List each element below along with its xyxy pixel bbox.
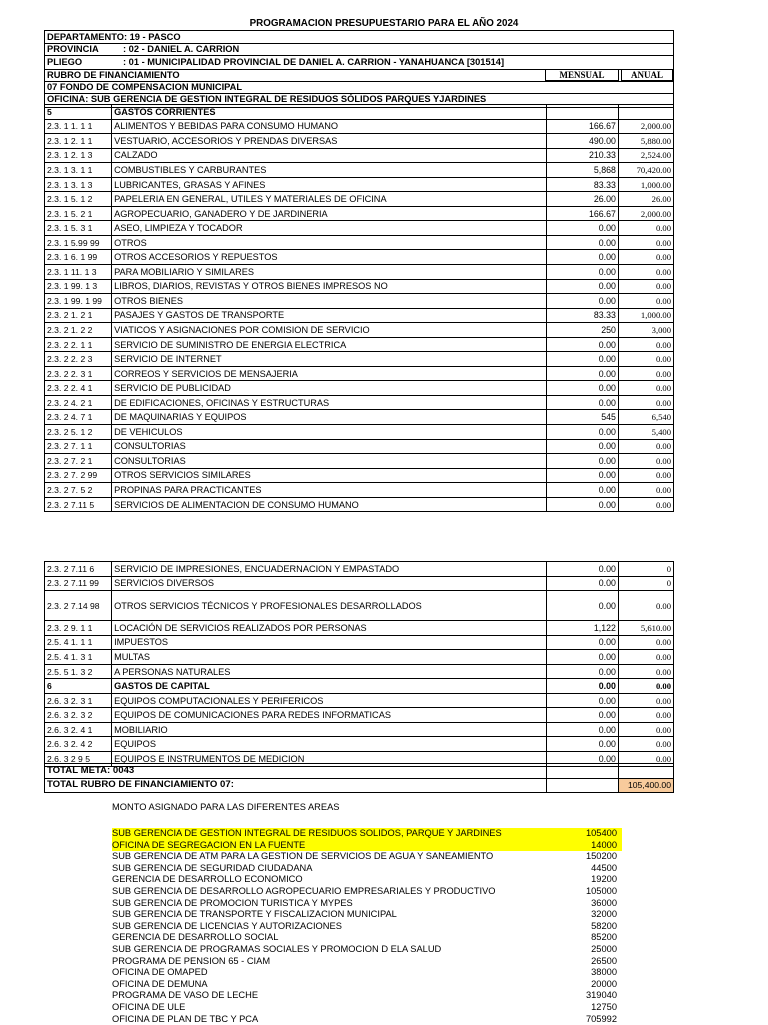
account-code: 2.3. 2 2. 3 1 — [45, 366, 112, 381]
area-amount: 58200 — [591, 921, 617, 933]
account-description: SERVICIOS DE ALIMENTACION DE CONSUMO HUMANO — [112, 497, 547, 512]
area-amount: 105400 — [586, 828, 617, 840]
account-code: 2.6. 3 2. 3 1 — [45, 693, 112, 708]
table-row — [45, 352, 674, 367]
table-row — [45, 265, 674, 280]
table-row — [45, 454, 674, 469]
mensual-value: 0.00 — [546, 250, 618, 265]
mensual-value: 0.00 — [546, 737, 618, 752]
mensual-value: 5,868 — [546, 163, 618, 178]
table-row — [45, 576, 674, 591]
list-item — [112, 874, 622, 886]
table-row — [45, 562, 674, 577]
account-code: 2.5. 5 1. 3 2 — [45, 664, 112, 679]
account-description: EQUIPOS E INSTRUMENTOS DE MEDICION — [112, 752, 547, 767]
account-description: MOBILIARIO — [112, 722, 547, 737]
table-row — [45, 621, 674, 636]
account-code: 2.3. 1 5. 2 1 — [45, 206, 112, 221]
anual-value: 0.00 — [618, 366, 673, 381]
anual-value: 0.00 — [618, 352, 673, 367]
table-row — [45, 250, 674, 265]
area-name: SUB GERENCIA DE TRANSPORTE Y FISCALIZACION MUNICIPAL — [112, 909, 397, 921]
table-row — [45, 279, 674, 294]
list-item — [112, 921, 622, 933]
fondo-label: 07 FONDO DE COMPENSACION MUNICIPAL — [45, 82, 673, 93]
table-row — [45, 664, 674, 679]
area-amount: 19200 — [591, 874, 617, 886]
mensual-value: 0.00 — [546, 752, 618, 767]
area-amount: 44500 — [591, 863, 617, 875]
account-description: ALIMENTOS Y BEBIDAS PARA CONSUMO HUMANO — [112, 119, 547, 134]
anual-value: 0 — [618, 562, 673, 577]
mensual-value: 0.00 — [546, 693, 618, 708]
table-row — [45, 148, 674, 163]
list-item — [112, 979, 622, 991]
total-rubro-label: TOTAL RUBRO DE FINANCIAMIENTO 07: — [45, 778, 547, 793]
mensual-value: 166.67 — [546, 206, 618, 221]
mensual-value: 0.00 — [546, 679, 618, 694]
account-code: 2.3. 2 2. 1 1 — [45, 337, 112, 352]
account-code: 2.3. 2 4. 7 1 — [45, 410, 112, 425]
rubro-label: RUBRO DE FINANCIAMIENTO — [45, 70, 673, 81]
area-name: SUB GERENCIA DE PROGRAMAS SOCIALES Y PROMOCION D ELA SALUD — [112, 944, 441, 956]
account-description: ASEO, LIMPIEZA Y TOCADOR — [112, 221, 547, 236]
anual-value: 0.00 — [618, 497, 673, 512]
pliego-value: : 01 - MUNICIPALIDAD PROVINCIAL DE DANIEL A. CARRION - YANAHUANCA [301514] — [123, 57, 504, 68]
table-row — [45, 410, 674, 425]
anual-value: 0.00 — [618, 635, 673, 650]
table-row — [45, 119, 674, 134]
account-code: 2.5. 4 1. 3 1 — [45, 650, 112, 665]
account-description: OTROS SERVICIOS SIMILARES — [112, 468, 547, 483]
account-code: 6 — [45, 679, 112, 694]
mensual-value: 545 — [546, 410, 618, 425]
list-item — [112, 1014, 622, 1025]
table-row — [45, 425, 674, 440]
anual-header: ANUAL — [621, 69, 673, 81]
anual-value: 0.00 — [618, 737, 673, 752]
anual-value: 1,000.00 — [618, 177, 673, 192]
anual-value: 0.00 — [618, 591, 673, 621]
mensual-value: 0.00 — [546, 708, 618, 723]
account-description: OTROS — [112, 235, 547, 250]
account-code: 2.3. 1 2. 1 1 — [45, 134, 112, 149]
account-description: IMPUESTOS — [112, 635, 547, 650]
anual-value: 26.00 — [618, 192, 673, 207]
anual-value: 0 — [618, 576, 673, 591]
account-description: DE EDIFICACIONES, OFICINAS Y ESTRUCTURAS — [112, 395, 547, 410]
anual-value: 0.00 — [618, 395, 673, 410]
oficina-label: OFICINA: SUB GERENCIA DE GESTION INTEGRAL DE RESIDUOS SÓLIDOS PARQUES YJARDINES — [45, 94, 673, 105]
list-item — [112, 840, 622, 852]
table-row — [45, 294, 674, 309]
area-name: OFICINA DE OMAPED — [112, 967, 208, 979]
account-description: SERVICIO DE IMPRESIONES, ENCUADERNACION Y EMPASTADO — [112, 562, 547, 577]
account-description: EQUIPOS DE COMUNICACIONES PARA REDES INFORMATICAS — [112, 708, 547, 723]
mensual-value: 1,122 — [546, 621, 618, 636]
table-row — [45, 177, 674, 192]
area-amount: 32000 — [591, 909, 617, 921]
account-description: OTROS SERVICIOS TÉCNICOS Y PROFESIONALES DESARROLLADOS — [112, 591, 547, 621]
total-meta-row — [45, 764, 674, 779]
list-item — [112, 863, 622, 875]
anual-value: 0.00 — [618, 693, 673, 708]
area-name: GERENCIA DE DESARROLLO SOCIAL — [112, 932, 278, 944]
anual-value: 0.00 — [618, 679, 673, 694]
mensual-value: 0.00 — [546, 576, 618, 591]
account-code: 2.3. 1 2. 1 3 — [45, 148, 112, 163]
anual-value: 1,000.00 — [618, 308, 673, 323]
mensual-value — [546, 105, 618, 120]
anual-value: 70,420.00 — [618, 163, 673, 178]
table-row — [45, 366, 674, 381]
mensual-value: 0.00 — [546, 468, 618, 483]
anual-value: 0.00 — [618, 664, 673, 679]
account-code: 2.3. 2 1. 2 2 — [45, 323, 112, 338]
anual-value: 0.00 — [618, 221, 673, 236]
account-description: LIBROS, DIARIOS, REVISTAS Y OTROS BIENES IMPRESOS NO — [112, 279, 547, 294]
anual-value: 5,400 — [618, 425, 673, 440]
list-item — [112, 944, 622, 956]
mensual-value: 0.00 — [546, 395, 618, 410]
account-code: 2.3. 2 7. 2 99 — [45, 468, 112, 483]
list-item — [112, 828, 622, 840]
area-amount: 38000 — [591, 967, 617, 979]
anual-value: 0.00 — [618, 468, 673, 483]
anual-value: 2,524.00 — [618, 148, 673, 163]
area-amount: 150200 — [586, 851, 617, 863]
budget-table-2 — [44, 561, 674, 767]
account-description: A PERSONAS NATURALES — [112, 664, 547, 679]
account-code: 2.3. 1 99. 1 99 — [45, 294, 112, 309]
account-description: SERVICIO DE SUMINISTRO DE ENERGIA ELECTRICA — [112, 337, 547, 352]
account-description: EQUIPOS — [112, 737, 547, 752]
account-description: GASTOS DE CAPITAL — [112, 679, 547, 694]
anual-value: 0.00 — [618, 279, 673, 294]
areas-section — [112, 802, 622, 1025]
account-description: DE MAQUINARIAS Y EQUIPOS — [112, 410, 547, 425]
table-row — [45, 439, 674, 454]
area-name: OFICINA DE SEGREGACION EN LA FUENTE — [112, 840, 305, 852]
area-amount: 105000 — [586, 886, 617, 898]
area-amount: 12750 — [591, 1002, 617, 1014]
provincia-value: : 02 - DANIEL A. CARRION — [123, 44, 239, 55]
account-description: MULTAS — [112, 650, 547, 665]
table-row — [45, 337, 674, 352]
table-row — [45, 206, 674, 221]
account-code: 2.3. 1 3. 1 3 — [45, 177, 112, 192]
list-item — [112, 932, 622, 944]
table-row — [45, 192, 674, 207]
table-row — [45, 497, 674, 512]
area-name: OFICINA DE ULE — [112, 1002, 185, 1014]
account-description: GASTOS CORRIENTES — [112, 105, 547, 120]
account-code: 2.3. 2 7. 2 1 — [45, 454, 112, 469]
totals-table — [44, 763, 674, 793]
anual-value: 0.00 — [618, 650, 673, 665]
account-description: CONSULTORIAS — [112, 439, 547, 454]
table-row — [45, 395, 674, 410]
account-description: PROPINAS PARA PRACTICANTES — [112, 483, 547, 498]
mensual-value: 0.00 — [546, 650, 618, 665]
area-name: SUB GERENCIA DE GESTION INTEGRAL DE RESIDUOS SOLIDOS, PARQUE Y JARDINES — [112, 828, 502, 840]
account-description: SERVICIO DE INTERNET — [112, 352, 547, 367]
anual-value: 3,000 — [618, 323, 673, 338]
anual-value: 0.00 — [618, 752, 673, 767]
header-block — [44, 30, 674, 108]
table-row — [45, 483, 674, 498]
table-row — [45, 635, 674, 650]
area-name: PROGRAMA DE VASO DE LECHE — [112, 990, 258, 1002]
area-amount: 705992 — [586, 1014, 617, 1025]
mensual-value: 0.00 — [546, 439, 618, 454]
page-title: PROGRAMACION PRESUPUESTARIO PARA EL AÑO 2024 — [0, 18, 768, 29]
anual-value: 0.00 — [618, 439, 673, 454]
list-item — [112, 898, 622, 910]
account-code: 2.3. 1 11. 1 3 — [45, 265, 112, 280]
list-item — [112, 886, 622, 898]
account-code: 2.3. 1 1. 1 1 — [45, 119, 112, 134]
area-amount: 20000 — [591, 979, 617, 991]
account-description: AGROPECUARIO, GANADERO Y DE JARDINERIA — [112, 206, 547, 221]
mensual-value: 83.33 — [546, 308, 618, 323]
total-meta-label: TOTAL META: 0043 — [45, 764, 547, 779]
list-item — [112, 956, 622, 968]
anual-value: 0.00 — [618, 454, 673, 469]
area-name: SUB GERENCIA DE ATM PARA LA GESTION DE SERVICIOS DE AGUA Y SANEAMIENTO — [112, 851, 493, 863]
mensual-value: 490.00 — [546, 134, 618, 149]
account-code: 2.5. 4 1. 1 1 — [45, 635, 112, 650]
account-code: 2.3. 2 2. 4 1 — [45, 381, 112, 396]
account-code: 2.3. 2 7. 5 2 — [45, 483, 112, 498]
table-row — [45, 381, 674, 396]
provincia-row — [45, 44, 673, 55]
account-code: 2.6. 3 2 9 5 — [45, 752, 112, 767]
area-amount: 14000 — [591, 840, 617, 852]
mensual-value: 0.00 — [546, 562, 618, 577]
mensual-value: 0.00 — [546, 381, 618, 396]
account-description: DE VEHICULOS — [112, 425, 547, 440]
pliego-label: PLIEGO — [47, 57, 82, 67]
anual-value: 0.00 — [618, 337, 673, 352]
table-row — [45, 235, 674, 250]
mensual-value: 0.00 — [546, 483, 618, 498]
mensual-value: 0.00 — [546, 591, 618, 621]
account-description: EQUIPOS COMPUTACIONALES Y PERIFERICOS — [112, 693, 547, 708]
area-name: PROGRAMA DE PENSION 65 - CIAM — [112, 956, 270, 968]
account-code: 2.3. 2 7.11 5 — [45, 497, 112, 512]
list-item — [112, 1002, 622, 1014]
table-row — [45, 693, 674, 708]
account-code: 2.3. 2 2. 2 3 — [45, 352, 112, 367]
area-name: OFICINA DE DEMUNA — [112, 979, 208, 991]
account-description: LUBRICANTES, GRASAS Y AFINES — [112, 177, 547, 192]
table-row — [45, 323, 674, 338]
account-description: LOCACIÓN DE SERVICIOS REALIZADOS POR PERSONAS — [112, 621, 547, 636]
account-description: VESTUARIO, ACCESORIOS Y PRENDAS DIVERSAS — [112, 134, 547, 149]
anual-value: 0.00 — [618, 294, 673, 309]
table-row — [45, 722, 674, 737]
account-description: CALZADO — [112, 148, 547, 163]
mensual-value: 0.00 — [546, 425, 618, 440]
account-code: 2.3. 1 5.99 99 — [45, 235, 112, 250]
account-description: PARA MOBILIARIO Y SIMILARES — [112, 265, 547, 280]
account-description: OTROS BIENES — [112, 294, 547, 309]
departamento-label: DEPARTAMENTO: 19 - PASCO — [45, 32, 673, 43]
account-code: 2.3. 2 9. 1 1 — [45, 621, 112, 636]
mensual-value: 250 — [546, 323, 618, 338]
table-row — [45, 591, 674, 621]
area-amount: 85200 — [591, 932, 617, 944]
account-code: 2.3. 2 7.11 99 — [45, 576, 112, 591]
mensual-value: 166.67 — [546, 119, 618, 134]
anual-value: 0.00 — [618, 265, 673, 280]
account-code: 2.3. 1 5. 3 1 — [45, 221, 112, 236]
table-row — [45, 105, 674, 120]
account-code: 2.6. 3 2. 3 2 — [45, 708, 112, 723]
account-code: 2.3. 2 7. 1 1 — [45, 439, 112, 454]
anual-value: 0.00 — [618, 722, 673, 737]
account-description: SERVICIOS DIVERSOS — [112, 576, 547, 591]
account-description: CONSULTORIAS — [112, 454, 547, 469]
area-amount: 36000 — [591, 898, 617, 910]
account-description: PASAJES Y GASTOS DE TRANSPORTE — [112, 308, 547, 323]
table-row — [45, 650, 674, 665]
list-item — [112, 967, 622, 979]
mensual-value: 210.33 — [546, 148, 618, 163]
area-name: SUB GERENCIA DE DESARROLLO AGROPECUARIO EMPRESARIALES Y PRODUCTIVO — [112, 886, 496, 898]
mensual-value: 83.33 — [546, 177, 618, 192]
anual-value: 6,540 — [618, 410, 673, 425]
mensual-value: 0.00 — [546, 352, 618, 367]
anual-value: 5,880.00 — [618, 134, 673, 149]
mensual-value: 0.00 — [546, 366, 618, 381]
mensual-value: 0.00 — [546, 235, 618, 250]
mensual-value: 0.00 — [546, 635, 618, 650]
budget-table-1 — [44, 104, 674, 512]
account-description: VIATICOS Y ASIGNACIONES POR COMISION DE SERVICIO — [112, 323, 547, 338]
area-name: OFICINA DE PLAN DE TBC Y PCA — [112, 1014, 258, 1025]
mensual-value: 0.00 — [546, 279, 618, 294]
table-row — [45, 708, 674, 723]
account-description: SERVICIO DE PUBLICIDAD — [112, 381, 547, 396]
anual-value: 5,610.00 — [618, 621, 673, 636]
mensual-value: 0.00 — [546, 497, 618, 512]
anual-value: 2,000.00 — [618, 119, 673, 134]
table-row — [45, 468, 674, 483]
account-code: 5 — [45, 105, 112, 120]
account-code: 2.3. 1 6. 1 99 — [45, 250, 112, 265]
account-description: PAPELERIA EN GENERAL, UTILES Y MATERIALES DE OFICINA — [112, 192, 547, 207]
area-name: SUB GERENCIA DE SEGURIDAD CIUDADANA — [112, 863, 312, 875]
pliego-row — [45, 57, 673, 68]
anual-value: 0.00 — [618, 250, 673, 265]
anual-value — [618, 105, 673, 120]
table-row — [45, 163, 674, 178]
table-row — [45, 737, 674, 752]
mensual-value: 0.00 — [546, 294, 618, 309]
mensual-header: MENSUAL — [545, 69, 619, 81]
list-item — [112, 851, 622, 863]
list-item — [112, 909, 622, 921]
account-description: COMBUSTIBLES Y CARBURANTES — [112, 163, 547, 178]
anual-value: 0.00 — [618, 235, 673, 250]
account-code: 2.6. 3 2. 4 2 — [45, 737, 112, 752]
account-code: 2.3. 2 4. 2 1 — [45, 395, 112, 410]
account-code: 2.3. 2 7.14 98 — [45, 591, 112, 621]
account-description: OTROS ACCESORIOS Y REPUESTOS — [112, 250, 547, 265]
anual-value: 2,000.00 — [618, 206, 673, 221]
mensual-value: 0.00 — [546, 454, 618, 469]
anual-value: 0.00 — [618, 483, 673, 498]
account-description: CORREOS Y SERVICIOS DE MENSAJERIA — [112, 366, 547, 381]
account-code: 2.6. 3 2. 4 1 — [45, 722, 112, 737]
mensual-value: 0.00 — [546, 265, 618, 280]
account-code: 2.3. 2 5. 1 2 — [45, 425, 112, 440]
account-code: 2.3. 1 5. 1 2 — [45, 192, 112, 207]
account-code: 2.3. 1 3. 1 1 — [45, 163, 112, 178]
areas-list — [112, 828, 622, 1025]
area-name: SUB GERENCIA DE LICENCIAS Y AUTORIZACIONES — [112, 921, 342, 933]
area-amount: 26500 — [591, 956, 617, 968]
anual-value: 0.00 — [618, 381, 673, 396]
mensual-value: 0.00 — [546, 664, 618, 679]
area-name: GERENCIA DE DESARROLLO ECONOMICO — [112, 874, 303, 886]
area-amount: 25000 — [591, 944, 617, 956]
table-row — [45, 308, 674, 323]
provincia-label: PROVINCIA — [47, 44, 99, 54]
area-name: SUB GERENCIA DE PROMOCION TURISTICA Y MYPES — [112, 898, 353, 910]
table-row — [45, 221, 674, 236]
table-row — [45, 679, 674, 694]
mensual-value: 0.00 — [546, 221, 618, 236]
areas-heading: MONTO ASIGNADO PARA LAS DIFERENTES AREAS — [112, 802, 622, 812]
account-code: 2.3. 1 99. 1 3 — [45, 279, 112, 294]
mensual-value: 0.00 — [546, 722, 618, 737]
list-item — [112, 990, 622, 1002]
account-code: 2.3. 2 1. 2 1 — [45, 308, 112, 323]
account-code: 2.3. 2 7.11 6 — [45, 562, 112, 577]
area-amount: 319040 — [586, 990, 617, 1002]
mensual-value: 26.00 — [546, 192, 618, 207]
table-row — [45, 134, 674, 149]
total-rubro-row — [45, 778, 674, 793]
total-rubro-value: 105,400.00 — [619, 778, 674, 793]
anual-value: 0.00 — [618, 708, 673, 723]
mensual-value: 0.00 — [546, 337, 618, 352]
